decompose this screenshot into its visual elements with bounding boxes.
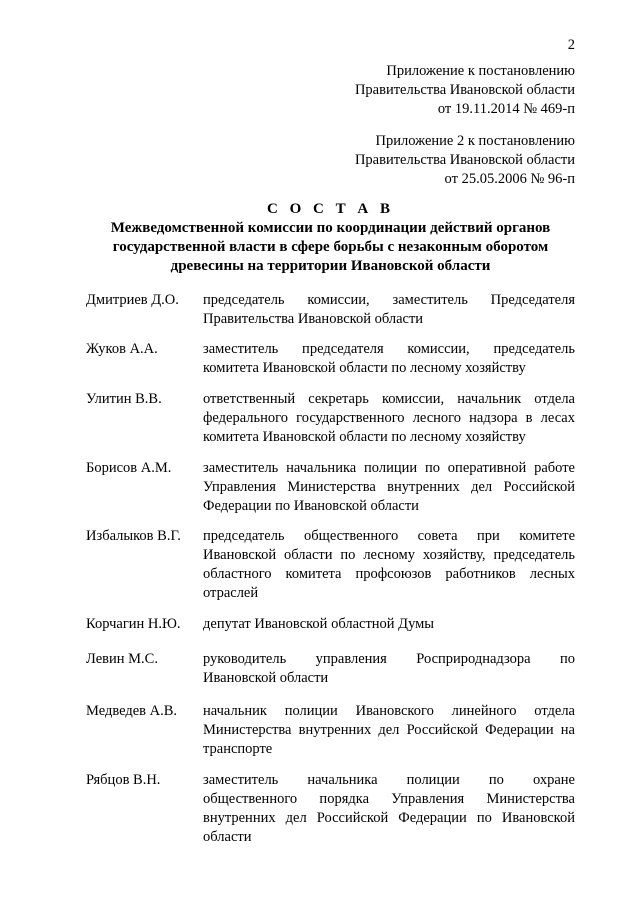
member-name: Левин М.С. [86, 651, 158, 667]
member-role [203, 615, 575, 634]
page-number: 2 [567, 37, 575, 53]
appendix-1-line: от 19.11.2014 № 469-п [437, 101, 575, 117]
member-role-line: председатель общественного совета при комитете [203, 528, 575, 544]
appendix-1-line: Правительства Ивановской области [354, 82, 575, 98]
member-name: Улитин В.В. [86, 391, 162, 407]
member-role [203, 702, 575, 759]
member-role [203, 771, 575, 847]
member-role-line: председатель комиссии, заместитель Председателя [203, 292, 575, 308]
member-role-line: общественного порядка Управления Министерства [203, 791, 575, 807]
member-name: Корчагин Н.Ю. [86, 616, 181, 632]
member-role-line: Правительства Ивановской области [203, 311, 424, 327]
member-role-line: депутат Ивановской областной Думы [203, 616, 435, 632]
member-name: Медведев А.В. [86, 703, 178, 719]
member-name: Рябцов В.Н. [86, 772, 161, 788]
member-role-line: заместитель начальника полиции по оперативной работе [203, 460, 575, 476]
member-role [203, 291, 575, 329]
member-role [203, 340, 575, 378]
appendix-1-line: Приложение к постановлению [386, 63, 575, 79]
member-role-line: Федерации по Ивановской области [203, 498, 419, 514]
member-role-line: Ивановской области по лесному хозяйству, председатель [203, 547, 575, 563]
member-role-line: отраслей [203, 585, 259, 601]
member-name: Жуков А.А. [86, 341, 158, 357]
subtitle-line: древесины на территории Ивановской области [170, 258, 491, 274]
appendix-2-line: от 25.05.2006 № 96-п [444, 171, 575, 187]
appendix-2-line: Приложение 2 к постановлению [375, 133, 575, 149]
member-role [203, 527, 575, 603]
member-role-line: ответственный секретарь комиссии, начальник отдела [203, 391, 575, 407]
appendix-2-line: Правительства Ивановской области [354, 152, 575, 168]
member-role-line: начальник полиции Ивановского линейного отдела [203, 703, 575, 719]
member-role-line: заместитель начальника полиции по охране [203, 772, 575, 788]
member-role-line: заместитель председателя комиссии, председатель [203, 341, 575, 357]
member-role-line: комитета Ивановской области по лесному хозяйству [203, 360, 526, 376]
member-role-line: руководитель управления Росприроднадзора по [203, 651, 575, 667]
member-role-line: областного комитета профсоюзов работников лесных [203, 566, 575, 582]
appendix-2-header [300, 132, 575, 189]
member-role-line: области [203, 829, 252, 845]
member-role-line: федерального государственного лесного надзора в лесах [203, 410, 575, 426]
member-role-line: внутренних дел Российской Федерации по Ивановской [203, 810, 575, 826]
member-name: Борисов А.М. [86, 460, 172, 476]
member-role-line: Министерства внутренних дел Российской Федерации на [203, 722, 575, 738]
member-role-line: Управления Министерства внутренних дел Российской [203, 479, 575, 495]
subtitle-line: Межведомственной комиссии по координации действий органов [110, 220, 551, 236]
member-role [203, 459, 575, 516]
member-role-line: Ивановской области [203, 670, 329, 686]
document-title: С О С Т А В [267, 201, 394, 217]
subtitle-line: государственной власти в сфере борьбы с незаконным оборотом [112, 239, 549, 255]
member-name: Дмитриев Д.О. [86, 292, 179, 308]
member-name: Избалыков В.Г. [86, 528, 181, 544]
member-role-line: транспорте [203, 741, 273, 757]
document-subtitle [86, 219, 575, 276]
member-role [203, 390, 575, 447]
member-role [203, 650, 575, 688]
appendix-1-header [300, 62, 575, 119]
member-role-line: комитета Ивановской области по лесному хозяйству [203, 429, 526, 445]
